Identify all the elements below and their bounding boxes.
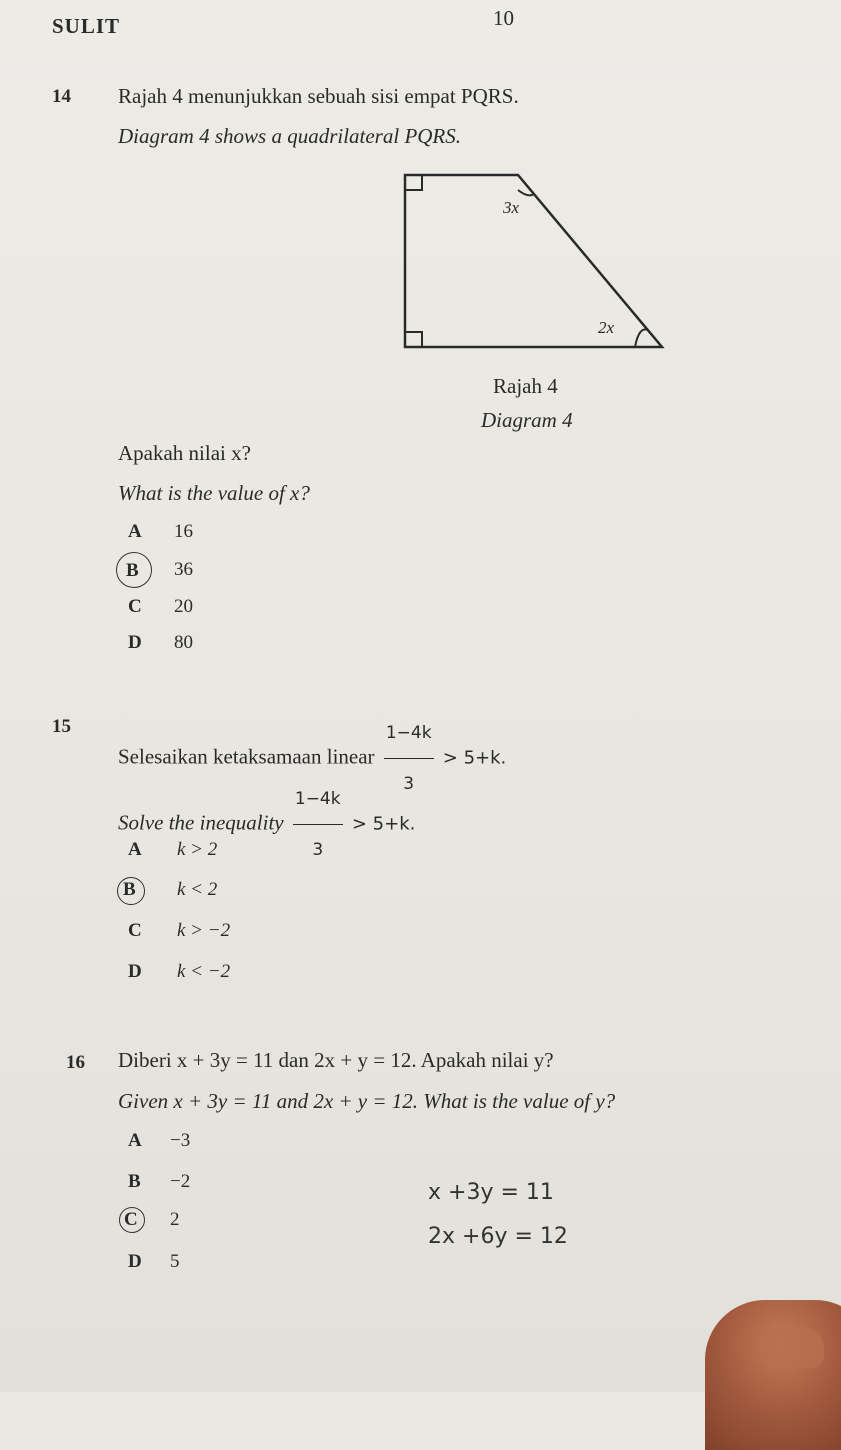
angle-label-3x: 3x <box>503 198 520 217</box>
q14-option-a-value: 16 <box>174 521 193 542</box>
q14-option-b-letter[interactable]: B <box>126 560 139 581</box>
finger-thumb <box>705 1300 841 1450</box>
page-number: 10 <box>493 6 514 30</box>
q14-option-b-value: 36 <box>174 559 193 580</box>
q16-option-b-letter[interactable]: B <box>128 1171 141 1192</box>
q14-english-text: Diagram 4 shows a quadrilateral PQRS. <box>118 124 462 148</box>
q15-malay-text: Selesaikan ketaksamaan linear <box>118 744 375 769</box>
q15-english-text: Solve the inequality <box>118 810 284 835</box>
q14-question-malay: Apakah nilai x? <box>118 441 251 465</box>
fraction-numerator: 1−4k <box>293 776 343 825</box>
q15-option-d-letter[interactable]: D <box>128 961 142 982</box>
q14-option-c-letter[interactable]: C <box>128 596 142 617</box>
right-angle-marker-top <box>405 175 422 190</box>
q16-english-text: Given x + 3y = 11 and 2x + y = 12. What is the value of y? <box>118 1089 616 1113</box>
fraction-denominator: 3 <box>312 840 324 860</box>
q16-option-b-value: −2 <box>170 1171 191 1192</box>
q14-option-a-letter[interactable]: A <box>128 521 142 542</box>
q14-malay-text: Rajah 4 menunjukkan sebuah sisi empat PQRS. <box>118 84 519 108</box>
fraction-denominator: 3 <box>403 774 415 794</box>
q15-fraction-english <box>293 776 343 873</box>
angle-arc-bottom <box>635 329 648 347</box>
q15-option-c-letter[interactable]: C <box>128 920 142 941</box>
fraction-numerator: 1−4k <box>384 710 434 759</box>
header-sulit: SULIT <box>52 14 121 38</box>
q15-rhs-english: > 5+k. <box>351 813 416 835</box>
thumbnail-highlight <box>762 1328 824 1368</box>
q14-option-d-letter[interactable]: D <box>128 632 142 653</box>
q16-malay-text: Diberi x + 3y = 11 dan 2x + y = 12. Apakah nilai y? <box>118 1048 554 1072</box>
q16-option-c-letter[interactable]: C <box>124 1209 138 1230</box>
q14-option-d-value: 80 <box>174 632 193 653</box>
diagram-caption-english: Diagram 4 <box>481 408 573 432</box>
q15-option-a-letter[interactable]: A <box>128 839 142 860</box>
quadrilateral-diagram <box>395 168 675 363</box>
q14-option-c-value: 20 <box>174 596 193 617</box>
q14-question-english: What is the value of x? <box>118 481 310 505</box>
q16-option-d-value: 5 <box>170 1251 180 1272</box>
angle-label-2x: 2x <box>598 318 615 337</box>
q16-number: 16 <box>66 1052 85 1073</box>
q14-number: 14 <box>52 86 71 107</box>
q15-option-d-value: k < −2 <box>177 961 231 982</box>
diagram-caption-malay: Rajah 4 <box>493 374 558 398</box>
q15-english-line <box>118 776 415 873</box>
q15-option-b-value: k < 2 <box>177 879 218 900</box>
handwritten-equation-1: x +3y = 11 <box>428 1180 554 1205</box>
q15-option-c-value: k > −2 <box>177 920 231 941</box>
q16-option-d-letter[interactable]: D <box>128 1251 142 1272</box>
q16-option-a-value: −3 <box>170 1130 191 1151</box>
q16-option-a-letter[interactable]: A <box>128 1130 142 1151</box>
q16-option-c-value: 2 <box>170 1209 180 1230</box>
handwritten-equation-2: 2x +6y = 12 <box>428 1224 568 1249</box>
quadrilateral-svg <box>395 168 675 358</box>
q15-option-a-value: k > 2 <box>177 839 218 860</box>
q15-number: 15 <box>52 716 71 737</box>
q15-option-b-letter[interactable]: B <box>123 879 136 900</box>
q15-rhs-malay: > 5+k. <box>442 747 507 769</box>
quadrilateral-shape <box>405 175 662 347</box>
right-angle-marker-bottom <box>405 332 422 347</box>
